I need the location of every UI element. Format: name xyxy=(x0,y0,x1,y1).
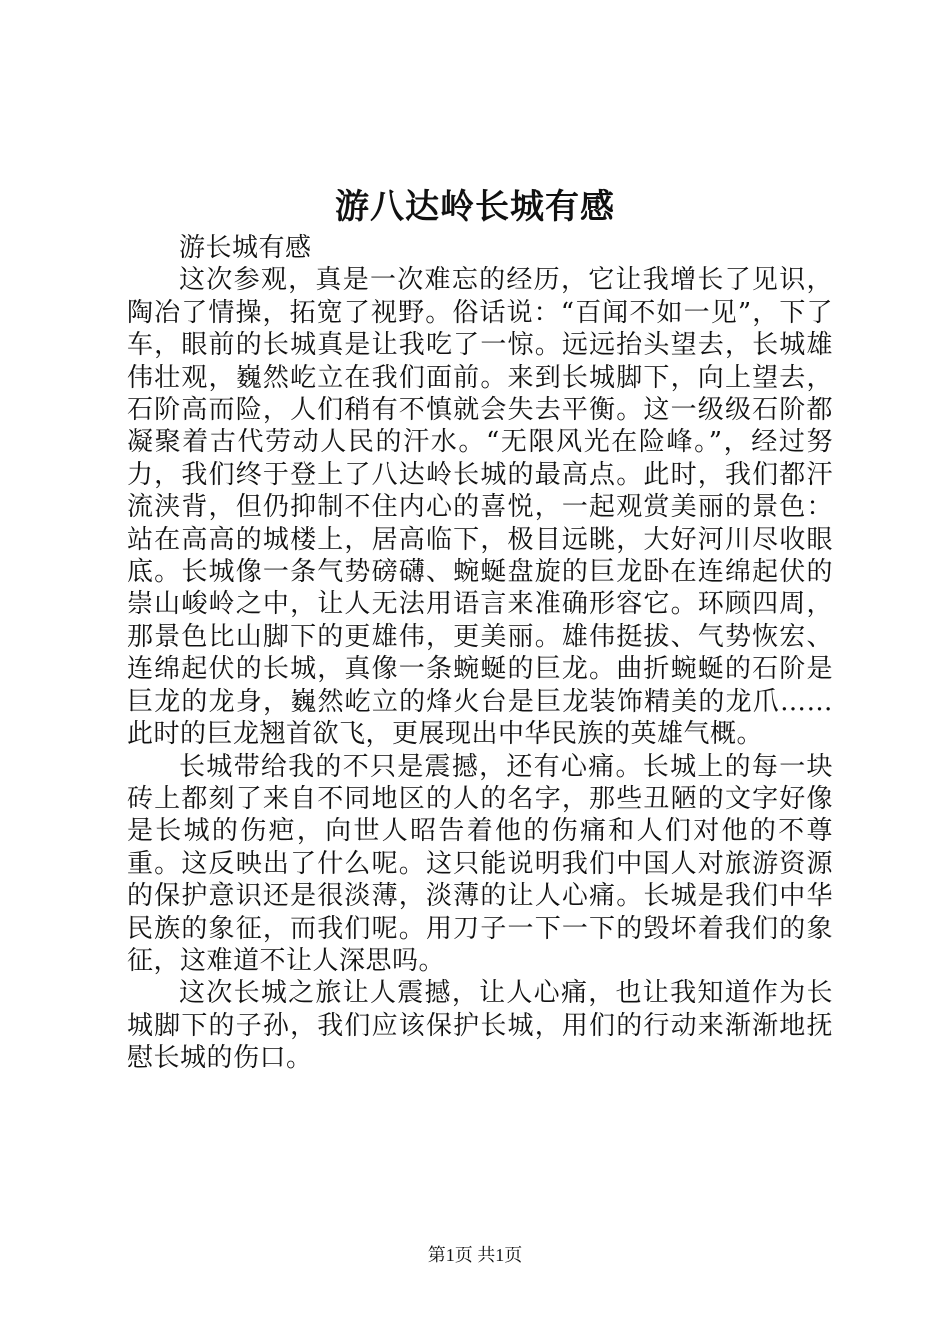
paragraph: 长城带给我的不只是震撼，还有心痛。长城上的每一块砖上都刻了来自不同地区的人的名字，那些丑陋的文字好像是长城的伤疤，向世人昭告着他的伤痛和人们对他的不尊重。这反映出了什么呢。这只能说明我们中国人对旅游资源的保护意识还是很淡薄，淡薄的让人心痛。长城是我们中华民族的象征，而我们呢。用刀子一下一下的毁坏着我们的象征，这难道不让人深思吗。 xyxy=(127,751,833,976)
paragraph: 这次长城之旅让人震撼，让人心痛，也让我知道作为长城脚下的子孙，我们应该保护长城，用们的行动来渐渐地抚慰长城的伤口。 xyxy=(127,978,833,1074)
page-footer: 第1页 共1页 xyxy=(427,1245,523,1265)
document-body xyxy=(127,232,833,1075)
paragraph-subtitle: 游长城有感 xyxy=(179,233,312,263)
document-title: 游八达岭长城有感 xyxy=(335,187,615,227)
paragraph: 这次参观，真是一次难忘的经历，它让我增长了见识，陶冶了情操，拓宽了视野。俗话说：“百闻不如一见”，下了车，眼前的长城真是让我吃了一惊。远远抬头望去，长城雄伟壮观，巍然屹立在我们面前。来到长城脚下，向上望去，石阶高而险，人们稍有不慎就会失去平衡。这一级级石阶都凝聚着古代劳动人民的汗水。“无限风光在险峰。”，经过努力，我们终于登上了八达岭长城的最高点。此时，我们都汗流浃背，但仍抑制不住内心的喜悦，一起观赏美丽的景色：站在高高的城楼上，居高临下，极目远眺，大好河川尽收眼底。长城像一条气势磅礴、蜿蜒盘旋的巨龙卧在连绵起伏的崇山峻岭之中，让人无法用语言来准确形容它。环顾四周，那景色比山脚下的更雄伟，更美丽。雄伟挺拔、气势恢宏、连绵起伏的长城，真像一条蜿蜒的巨龙。曲折蜿蜒的石阶是巨龙的龙身，巍然屹立的烽火台是巨龙装饰精美的龙爪……此时的巨龙翘首欲飞，更展现出中华民族的英雄气概。 xyxy=(127,265,833,750)
